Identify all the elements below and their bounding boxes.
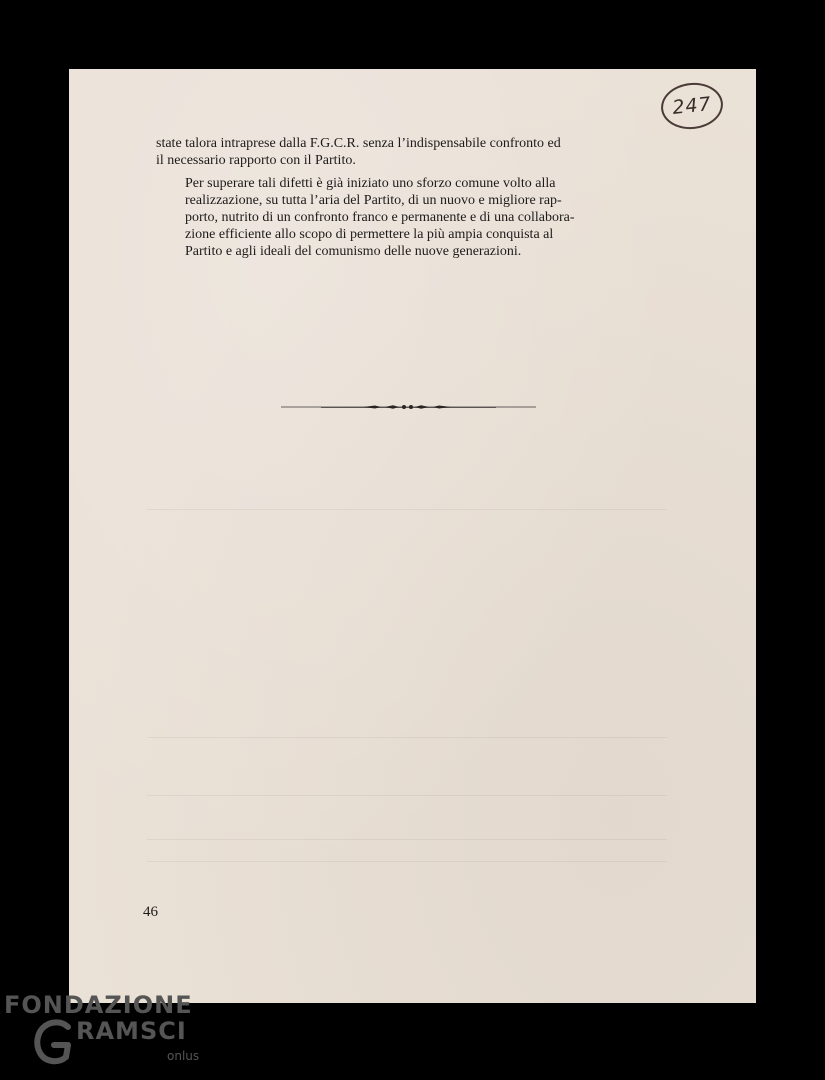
- bleed-through: [147, 795, 667, 796]
- bleed-through: [147, 861, 667, 862]
- paragraph-2: [156, 175, 662, 260]
- archive-number-stamp: [659, 80, 725, 132]
- bleed-through: [147, 737, 667, 738]
- bleed-through: [147, 509, 667, 510]
- text-line: zione efficiente allo scopo di permettere la più ampia conquista al: [185, 227, 554, 242]
- page-number: 46: [143, 904, 158, 920]
- bleed-through: [147, 839, 667, 840]
- body-text: [156, 135, 662, 260]
- paragraph-1: [156, 135, 662, 169]
- gramsci-g-logo-icon: [32, 1017, 78, 1067]
- document-page: [69, 69, 756, 1003]
- logo-text-line2: RAMSCI: [76, 1017, 187, 1045]
- text-line: state talora intraprese dalla F.G.C.R. senza l’indispensabile confronto ed: [156, 136, 561, 151]
- text-line: il necessario rapporto con il Partito.: [156, 153, 356, 168]
- section-divider-ornament: [281, 397, 536, 417]
- fondazione-gramsci-logo: [4, 991, 204, 1076]
- logo-text-line3: onlus: [167, 1049, 200, 1063]
- text-line: porto, nutrito di un confronto franco e permanente e di una collabora-: [185, 210, 575, 225]
- text-line: Partito e agli ideali del comunismo delle nuove generazioni.: [185, 244, 522, 259]
- text-line: realizzazione, su tutta l’aria del Partito, di un nuovo e migliore rap-: [185, 193, 562, 208]
- logo-text-line1: FONDAZIONE: [4, 991, 193, 1019]
- archive-number: 247: [671, 93, 713, 119]
- text-line: Per superare tali difetti è già iniziato uno sforzo comune volto alla: [185, 176, 556, 191]
